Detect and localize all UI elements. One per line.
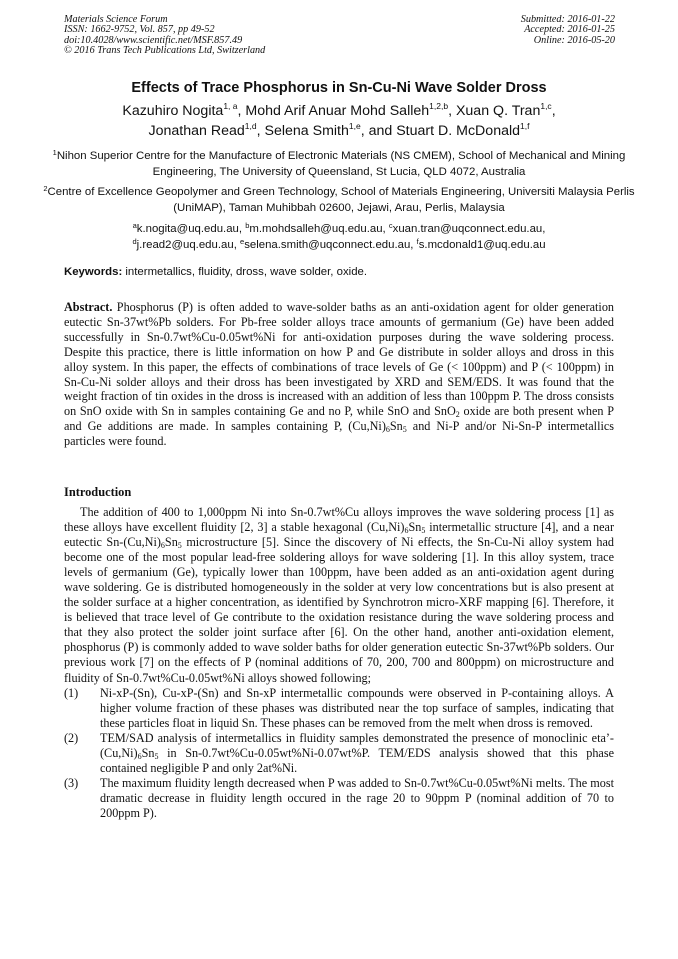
abstract: Abstract. Phosphorus (P) is often added to wave-solder baths as an anti-oxidation agent for older generation eutectic Sn-37wt%Pb solders. For Pb-free solder alloys trace amounts of germanium (Ge) have been added successfully in Sn-0.7wt%Cu-0.05wt%Ni for anti-oxidation purposes during the wave soldering process. Despite this practice, there is little information on how P and Ge distribute in solder alloys and dross in this alloy system. In this paper, the effects of combinations of trace levels of Ge (< 100ppm) and P (< 100ppm) in Sn-Cu-Ni solder alloys and their dross has been investigated by XRD and SEM/EDS. It was found that the weight fraction of tin oxides in the dross is increased with an addition of less than 100ppm P. The dross consists on SnO oxide with Sn in samples containing Ge and no P, while SnO and SnO$_2$ oxide are both present when P and Ge additions are made. In samples containing P, $(Cu,Ni)_6Sn_5$ and Ni-P and/or Ni-Sn-P intermetallics particles were found.	[64, 300, 615, 449]
list-item: (2) TEM/SAD analysis of intermetallics in fluidity samples demonstrated the presence of monoclinic $eta’-(Cu,Ni)_6Sn_5$ in Sn-0.7wt%Cu-0.05wt%Ni-0.07wt%P. TEM/EDS analysis showed that this phase contained negligible P and only 2at%Ni.	[64, 730, 614, 775]
doi[interactable]: doi:10.4028/www.scientific.net/MSF.857.49	[64, 34, 243, 46]
keywords	[64, 266, 624, 278]
author: Kazuhiro Nogita$^{1, a}$,	[122, 101, 246, 119]
keywords-text: intermetallics, fluidity, dross, wave solder, oxide.	[125, 266, 368, 278]
copyright: © 2016 Trans Tech Publications Ltd, Switzerland	[64, 44, 266, 56]
section-heading: Introduction	[64, 485, 132, 499]
dates-header	[521, 15, 615, 46]
list-item: (3) The maximum fluidity length decreased when P was added to Sn-0.7wt%Cu-0.05wt%Ni melts. The most dramatic decrease in fluidity length occured in the rage 20 to 90ppm P (nominal addition of 70 to 200ppm P).	[64, 775, 614, 820]
journal-name: Materials Science Forum	[64, 14, 168, 25]
author: Xuan Q. Tran$^{1,c}$,	[455, 101, 556, 119]
author: Jonathan Read$^{1,d}$,	[148, 121, 265, 139]
author: Selena Smith$^{1,e}$, and	[264, 121, 397, 139]
issn: ISSN: 1662-9752, Vol. 857, pp 49-52	[64, 24, 215, 36]
email-link[interactable]: $^b$m.mohdsalleh@uq.edu.au,	[245, 221, 389, 235]
affiliation-1: $^1$Nihon Superior Centre for the Manufacture of Electronic Materials (NS CMEM), School of Mechanical and Mining Engineering, The University of Queensland, St Lucia, QLD 4072, Australia	[52, 148, 626, 178]
author: Mohd Arif Anuar Mohd Salleh$^{1,2,b}$,	[245, 101, 456, 119]
affiliation-2: $^2$Centre of Excellence Geopolymer and Green Technology, School of Materials Engineering, Universiti Malaysia Perlis (UniMAP), Taman Muhibbah 02600, Jejawi, Arau, Perlis, Malaysia	[43, 184, 635, 214]
keywords-label: Keywords:	[64, 266, 123, 278]
email-link[interactable]: $^a$k.nogita@uq.edu.au,	[132, 221, 246, 235]
email-link[interactable]: $^f$s.mcdonald1@uq.edu.au	[416, 237, 546, 251]
author: Stuart D. McDonald$^{1,f}$	[396, 121, 530, 139]
accepted-date: Accepted: 2016-01-25	[524, 24, 615, 36]
online-date: Online: 2016-05-20	[533, 34, 615, 46]
paper-title: Effects of Trace Phosphorus in Sn-Cu-Ni Wave Solder Dross	[131, 80, 547, 96]
list-item: (1) Ni-xP-(Sn), Cu-xP-(Sn) and Sn-xP intermetallic compounds were observed in P-containing alloys. A higher volume fraction of these phases was distributed near the top surface of samples, indicating that these particles float in liquid Sn. These phases can be removed from the melt when dross is removed.	[64, 685, 614, 730]
abstract-label: Abstract.	[64, 300, 113, 314]
submitted-date: Submitted: 2016-01-22	[520, 14, 615, 25]
email-list	[40, 221, 638, 253]
email-link[interactable]: $^c$xuan.tran@uqconnect.edu.au,	[388, 221, 546, 235]
author-list	[40, 101, 638, 141]
introduction-body	[64, 505, 614, 821]
journal-header	[64, 15, 265, 56]
email-link[interactable]: $^d$j.read2@uq.edu.au,	[132, 237, 241, 251]
paragraph: The addition of 400 to 1,000ppm Ni into Sn-0.7wt%Cu alloys improves the wave soldering process [1] as these alloys have excellent fluidity [2, 3] a stable hexagonal $(Cu,Ni)_6Sn_5$ intermetallic structure [4], and a near eutectic $Sn-(Cu,Ni)_6Sn_5$ microstructure [5]. Since the discovery of Ni effects, the Sn-Cu-Ni alloy system had become one of the most popular lead-free soldering alloys for wave soldering [1]. In this alloy system, trace levels of germanium (Ge), typically lower than 100ppm, have been added as an anti-oxidation agent during wave soldering. Ge is distributed homogeneously in the solder at very low concentrations but is also present at the solder surface at a higher concentration, as identified by Synchrotron micro-XRF mapping [6]. Therefore, it is believed that trace level of Ge contribute to the oxidation resistance during the wave soldering process and that they also protect the solder joint surface after [6]. On the other hand, another anti-oxidation element, phosphorus (P) is commonly added to wave solder baths for older generation eutectic Sn-37wt%Pb solders. Our previous work [7] on the effects of P (nominal additions of 70, 200, 700 and 800ppm) on microstructure and fluidity of Sn-0.7wt%Cu-0.05wt%Ni alloys showed following;	[64, 505, 615, 685]
email-link[interactable]: $^e$selena.smith@uqconnect.edu.au,	[240, 237, 417, 251]
